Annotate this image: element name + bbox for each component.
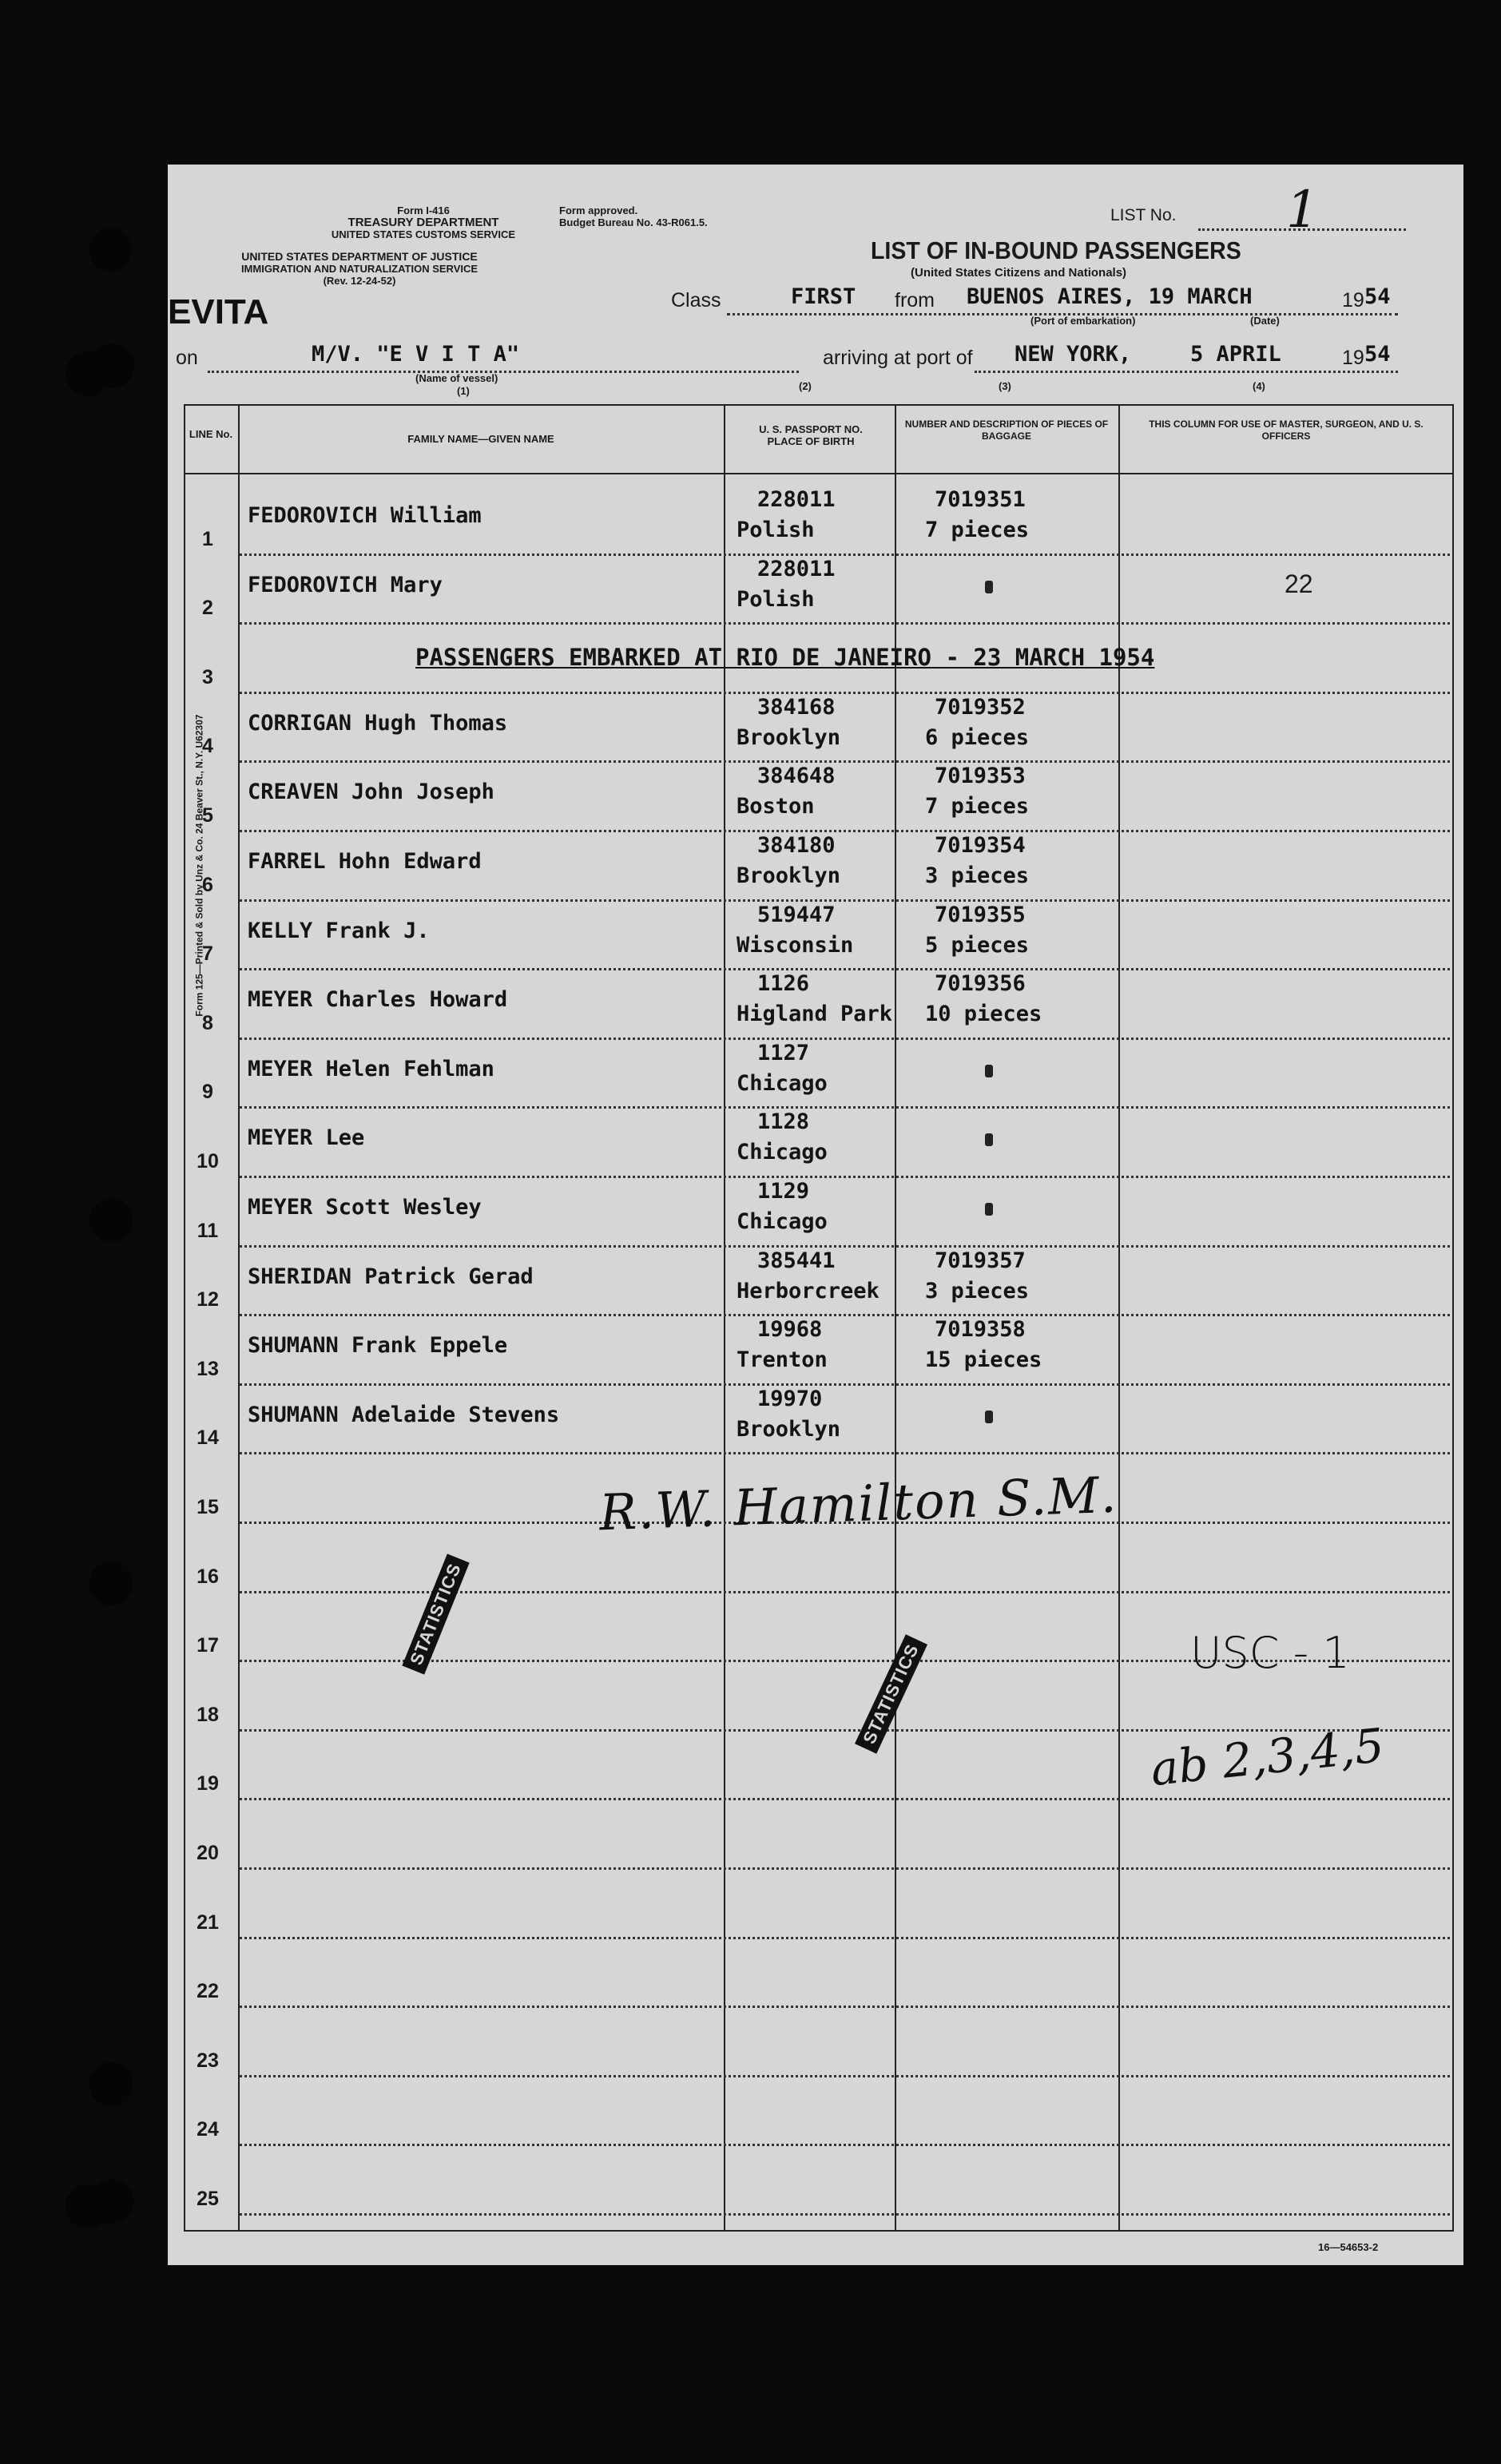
passenger-name: FEDOROVICH Mary bbox=[248, 572, 443, 597]
line-number: 18 bbox=[197, 1703, 219, 1726]
row-divider bbox=[240, 1591, 1450, 1593]
punch-hole bbox=[89, 228, 131, 272]
passenger-name: MEYER Lee bbox=[248, 1125, 365, 1151]
list-subtitle: (United States Citizens and Nationals) bbox=[911, 266, 1127, 280]
margin-vessel-note: EVITA bbox=[168, 292, 269, 331]
row-divider bbox=[240, 2075, 1450, 2077]
baggage-pieces: 3 pieces bbox=[925, 1278, 1030, 1303]
ditto-mark bbox=[985, 1133, 993, 1146]
form-number: Form I-416 bbox=[397, 204, 450, 216]
form-approved: Form approved. bbox=[559, 204, 638, 216]
punch-hole bbox=[89, 2179, 134, 2224]
line-number: 14 bbox=[197, 1426, 219, 1450]
place-of-birth: Brooklyn bbox=[737, 724, 841, 750]
row-divider bbox=[240, 692, 1450, 694]
vessel-caption: (Name of vessel) bbox=[415, 372, 498, 384]
row-divider bbox=[240, 760, 1450, 763]
line-number: 9 bbox=[202, 1081, 213, 1104]
passenger-name: MEYER Scott Wesley bbox=[248, 1195, 482, 1220]
budget-bureau: Budget Bureau No. 43-R061.5. bbox=[559, 216, 708, 228]
justice-block bbox=[176, 251, 543, 287]
line-number: 17 bbox=[197, 1634, 219, 1657]
year-prefix: 19 bbox=[1342, 289, 1364, 311]
passport-number: 19968 bbox=[757, 1317, 823, 1343]
caption-1: (1) bbox=[457, 385, 470, 397]
baggage-number: 7019358 bbox=[935, 1317, 1026, 1343]
row-divider bbox=[240, 899, 1450, 902]
passenger-name: SHERIDAN Patrick Gerad bbox=[248, 1264, 534, 1289]
passenger-name: MEYER Charles Howard bbox=[248, 987, 508, 1013]
line-number: 15 bbox=[197, 1496, 219, 1518]
punch-hole bbox=[89, 1561, 133, 1605]
line-number: 11 bbox=[197, 1219, 219, 1242]
printer-imprint: Form 125—Printed & Sold by Unz & Co. 24 Beaver St., N.Y. U62307 bbox=[193, 714, 205, 1017]
officer-note: 22 bbox=[1285, 569, 1313, 598]
passenger-name: SHUMANN Adelaide Stevens bbox=[248, 1402, 560, 1427]
baggage-pieces: 6 pieces bbox=[925, 724, 1030, 750]
passport-number: 385441 bbox=[757, 1248, 836, 1273]
baggage-number: 7019351 bbox=[935, 487, 1026, 512]
line-number: 5 bbox=[202, 804, 213, 827]
line-number: 13 bbox=[197, 1357, 219, 1380]
on-label: on bbox=[176, 347, 198, 369]
row-divider bbox=[240, 554, 1450, 556]
ditto-mark bbox=[985, 1065, 993, 1077]
baggage-pieces: 5 pieces bbox=[925, 932, 1030, 958]
row-divider bbox=[240, 2006, 1450, 2008]
ditto-mark bbox=[985, 1411, 993, 1423]
row-divider bbox=[240, 968, 1450, 970]
passenger-name: KELLY Frank J. bbox=[248, 918, 430, 943]
line-number: 3 bbox=[202, 665, 213, 688]
passport-number: 384180 bbox=[757, 833, 836, 858]
row-divider bbox=[240, 1245, 1450, 1248]
place-of-birth: Polish bbox=[737, 586, 815, 612]
row-divider bbox=[240, 1176, 1450, 1178]
baggage-number: 7019357 bbox=[935, 1248, 1026, 1273]
place-of-birth: Wisconsin bbox=[737, 932, 854, 958]
row-divider bbox=[240, 1383, 1450, 1386]
approval-block bbox=[559, 204, 708, 228]
annotation-usc: USC - 1 bbox=[1190, 1628, 1350, 1678]
baggage-pieces: 7 pieces bbox=[925, 518, 1030, 542]
table-right-border bbox=[1452, 404, 1454, 2230]
line-number: 8 bbox=[202, 1011, 213, 1034]
row-divider bbox=[240, 1937, 1450, 1939]
col-divider-passport bbox=[895, 404, 896, 2230]
passenger-list-document bbox=[168, 165, 1463, 2265]
row-divider bbox=[240, 2213, 1450, 2216]
row-divider bbox=[240, 1314, 1450, 1316]
line-number: 4 bbox=[202, 735, 213, 758]
line-number: 21 bbox=[197, 1910, 219, 1934]
baggage-pieces: 15 pieces bbox=[925, 1347, 1042, 1373]
col-divider-baggage bbox=[1118, 404, 1120, 2230]
passport-number: 228011 bbox=[757, 556, 836, 581]
passenger-name: CREAVEN John Joseph bbox=[248, 780, 494, 805]
statistics-stamp: STATISTICS bbox=[855, 1634, 927, 1754]
passport-number: 384168 bbox=[757, 694, 836, 720]
list-title: LIST OF IN-BOUND PASSENGERS bbox=[871, 236, 1241, 264]
passport-number: 1127 bbox=[757, 1040, 810, 1065]
baggage-number: 7019355 bbox=[935, 902, 1026, 927]
vessel-value: M/V. "E V I T A" bbox=[312, 342, 520, 367]
place-of-birth: Polish bbox=[737, 518, 815, 542]
line-number: 12 bbox=[197, 1288, 219, 1311]
list-no-value: 1 bbox=[1286, 181, 1319, 240]
punch-hole bbox=[89, 2062, 133, 2106]
col-header-passport: U. S. PASSPORT NO. PLACE OF BIRTH bbox=[759, 423, 863, 447]
passenger-name: FARREL Hohn Edward bbox=[248, 849, 482, 874]
ditto-mark bbox=[985, 1203, 993, 1216]
passport-number: 1126 bbox=[757, 971, 810, 997]
statistics-stamp: STATISTICS bbox=[402, 1553, 469, 1674]
place-of-birth: Brooklyn bbox=[737, 1416, 841, 1442]
port-embark-caption: (Port of embarkation) bbox=[1030, 315, 1136, 327]
revision-label: (Rev. 12-24-52) bbox=[323, 275, 396, 287]
list-no-label: LIST No. bbox=[1110, 206, 1177, 224]
baggage-number: 7019354 bbox=[935, 833, 1026, 858]
place-of-birth: Trenton bbox=[737, 1347, 828, 1373]
date-caption: (Date) bbox=[1250, 315, 1280, 327]
line-number: 2 bbox=[202, 597, 213, 620]
from-label: from bbox=[895, 289, 935, 311]
baggage-pieces: 3 pieces bbox=[925, 863, 1030, 888]
passenger-name: MEYER Helen Fehlman bbox=[248, 1056, 494, 1081]
passport-number: 519447 bbox=[757, 902, 836, 927]
line-number: 23 bbox=[197, 2049, 219, 2072]
year-value: 54 bbox=[1364, 284, 1391, 309]
baggage-pieces: 7 pieces bbox=[925, 794, 1030, 819]
row-divider bbox=[240, 622, 1450, 625]
passenger-name: FEDOROVICH William bbox=[248, 503, 482, 528]
line-number: 24 bbox=[197, 2118, 219, 2141]
ins-label: IMMIGRATION AND NATURALIZATION SERVICE bbox=[240, 263, 478, 275]
row-divider bbox=[240, 1038, 1450, 1040]
class-label: Class bbox=[671, 289, 721, 311]
place-of-birth: Herborcreek bbox=[737, 1278, 880, 1303]
col-header-line: LINE No. bbox=[189, 428, 233, 440]
baggage-pieces: 10 pieces bbox=[925, 1002, 1042, 1027]
form-header-left bbox=[296, 204, 551, 240]
table-header-border bbox=[184, 473, 1454, 474]
footer-code: 16—54653-2 bbox=[1318, 2241, 1379, 2253]
place-of-birth: Brooklyn bbox=[737, 863, 841, 888]
place-of-birth: Chicago bbox=[737, 1140, 828, 1165]
baggage-number: 7019352 bbox=[935, 694, 1026, 720]
line-number: 19 bbox=[197, 1772, 219, 1795]
caption-4: (4) bbox=[1253, 380, 1265, 392]
table-bottom-border bbox=[184, 2230, 1454, 2232]
line-number: 25 bbox=[197, 2188, 219, 2210]
vessel-underline bbox=[208, 371, 799, 373]
row-divider bbox=[240, 1798, 1450, 1800]
col-header-use: THIS COLUMN FOR USE OF MASTER, SURGEON, AND U. S. OFFICERS bbox=[1149, 419, 1424, 442]
ditto-mark bbox=[985, 581, 993, 593]
punch-hole bbox=[89, 343, 134, 388]
place-of-birth: Chicago bbox=[737, 1070, 828, 1096]
row-divider bbox=[240, 2144, 1450, 2146]
line-number: 22 bbox=[197, 1980, 219, 2003]
customs-label: UNITED STATES CUSTOMS SERVICE bbox=[331, 228, 516, 240]
from-port-value: BUENOS AIRES, 19 MARCH bbox=[967, 284, 1253, 309]
line-number: 1 bbox=[202, 527, 213, 550]
passenger-name: CORRIGAN Hugh Thomas bbox=[248, 710, 508, 736]
line-number: 6 bbox=[202, 873, 213, 896]
line-number: 16 bbox=[197, 1565, 219, 1588]
caption-2: (2) bbox=[799, 380, 812, 392]
row-divider bbox=[240, 1452, 1450, 1454]
baggage-number: 7019356 bbox=[935, 971, 1026, 997]
passport-number: 1128 bbox=[757, 1109, 810, 1135]
line-number: 10 bbox=[197, 1150, 219, 1172]
place-of-birth: Boston bbox=[737, 794, 815, 819]
place-of-birth: Higland Park bbox=[737, 1002, 893, 1027]
arrival-year-value: 54 bbox=[1364, 342, 1391, 367]
row-divider bbox=[240, 1106, 1450, 1109]
arrival-year-prefix: 19 bbox=[1342, 347, 1364, 369]
arrival-date-value: 5 APRIL bbox=[1190, 342, 1281, 367]
punch-hole bbox=[89, 1198, 133, 1242]
col-header-name: FAMILY NAME—GIVEN NAME bbox=[407, 433, 554, 445]
class-value: FIRST bbox=[791, 284, 856, 309]
arrival-underline bbox=[975, 371, 1398, 373]
caption-3: (3) bbox=[999, 380, 1011, 392]
treasury-label: TREASURY DEPARTMENT bbox=[347, 216, 499, 229]
passport-number: 1129 bbox=[757, 1179, 810, 1204]
place-of-birth: Chicago bbox=[737, 1209, 828, 1234]
arriving-label: arriving at port of bbox=[823, 347, 973, 369]
master-signature: R.W. Hamilton S.M. bbox=[598, 1465, 1119, 1542]
passport-number: 384648 bbox=[757, 764, 836, 789]
embarked-header: PASSENGERS EMBARKED AT RIO DE JANEIRO - 23 MARCH 1954 bbox=[415, 644, 1155, 671]
arrival-port-value: NEW YORK, bbox=[1015, 342, 1132, 367]
baggage-number: 7019353 bbox=[935, 764, 1026, 789]
passport-number: 228011 bbox=[757, 487, 836, 512]
passport-number: 19970 bbox=[757, 1386, 823, 1411]
col-header-baggage: NUMBER AND DESCRIPTION OF PIECES OF BAGGAGE bbox=[904, 419, 1109, 442]
table-top-border bbox=[184, 404, 1454, 406]
col-divider-name bbox=[724, 404, 725, 2230]
row-divider bbox=[240, 830, 1450, 832]
line-number: 20 bbox=[197, 1842, 219, 1864]
justice-label: UNITED STATES DEPARTMENT OF JUSTICE bbox=[241, 250, 478, 263]
passenger-name: SHUMANN Frank Eppele bbox=[248, 1333, 508, 1359]
row-divider bbox=[240, 1867, 1450, 1870]
line-number: 7 bbox=[202, 942, 213, 966]
annotation-numbers: ab 2,3,4,5 bbox=[1148, 1717, 1387, 1797]
